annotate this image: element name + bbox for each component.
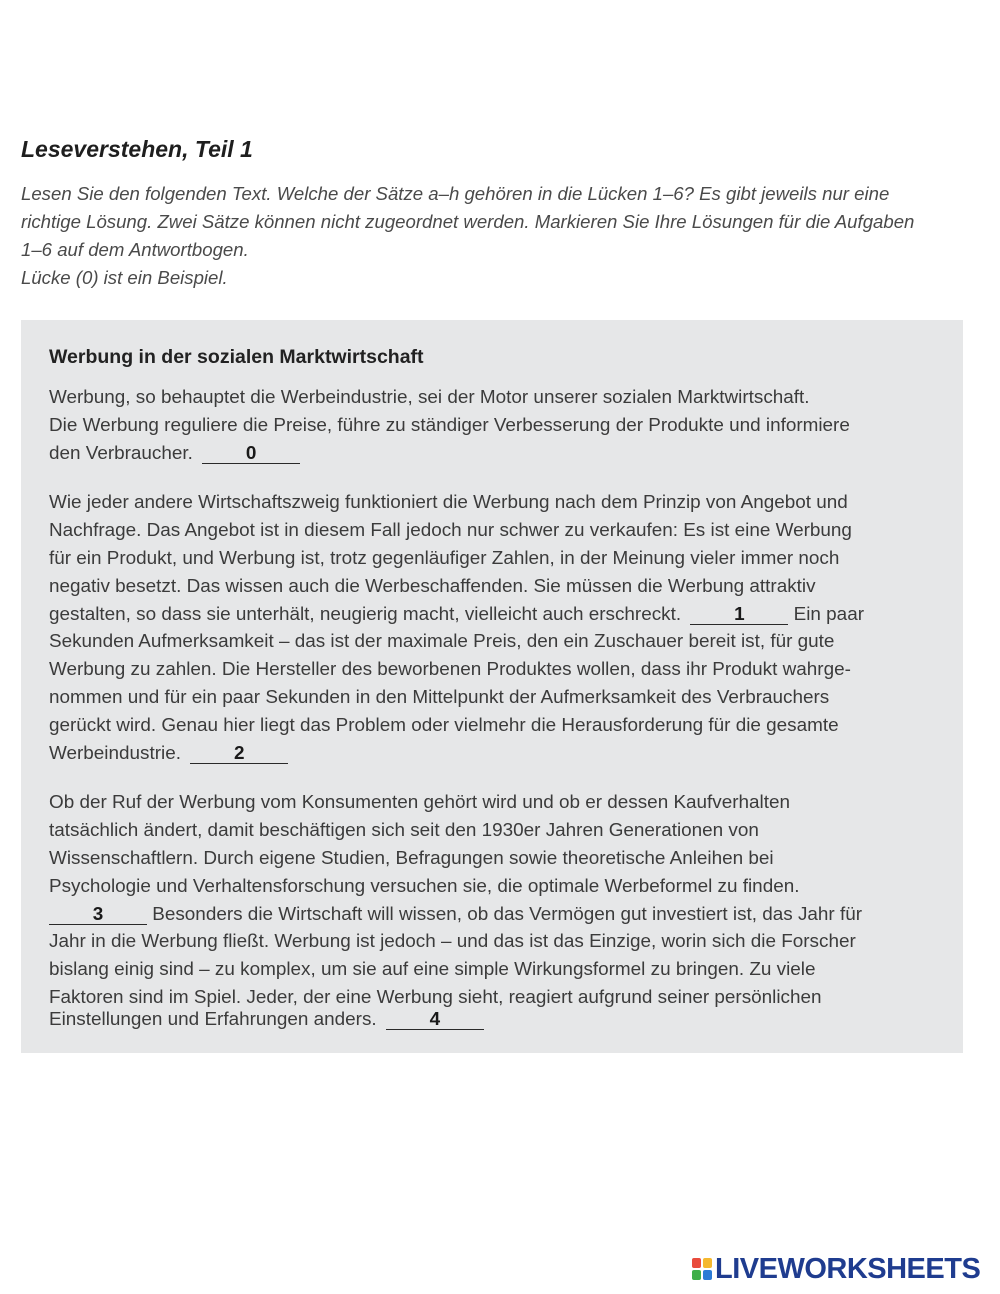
logo-square [692,1270,701,1280]
text-segment: Werbeindustrie. [49,742,181,764]
instruction-line: Lücke (0) ist ein Beispiel. [21,267,228,288]
text-line [49,440,934,468]
text-segment: Einstellungen und Erfahrungen anders. [49,1008,377,1030]
article-panel [21,320,963,1053]
gap-1-blank[interactable]: 1 [690,605,788,625]
text-line: negativ besetzt. Das wissen auch die Werbeschaffenden. Sie müssen die Werbung attraktiv [49,575,816,597]
text-segment: Besonders die Wirtschaft will wissen, ob das Vermögen gut investiert ist, das Jahr für [152,903,863,925]
instruction-line: Lesen Sie den folgenden Text. Welche der Sätze a–h gehören in die Lücken 1–6? Es gibt jeweils nur eine [21,183,890,204]
paragraph-1 [49,384,934,467]
text-line: tatsächlich ändert, damit beschäftigen sich seit den 1930er Jahren Generationen von [49,820,759,842]
gap-4-blank[interactable]: 4 [386,1010,484,1030]
text-line: Psychologie und Verhaltensforschung versuchen sie, die optimale Werbeformel zu finden. [49,875,800,897]
liveworksheets-logo[interactable] [692,1254,980,1284]
logo-square [703,1258,712,1268]
logo-text: LIVEWORKSHEETS [715,1253,981,1285]
gap-0-blank[interactable]: 0 [202,444,300,464]
text-line: Wissenschaftlern. Durch eigene Studien, Befragungen sowie theoretische Anleihen bei [49,847,774,869]
text-line: Wie jeder andere Wirtschaftszweig funktioniert die Werbung nach dem Prinzip von Angebot und [49,492,848,514]
text-line: für ein Produkt, und Werbung ist, trotz gegenläufiger Zahlen, in der Meinung vieler immer noch [49,547,840,569]
text-line: Faktoren sind im Spiel. Jeder, der eine Werbung sieht, reagiert aufgrund seiner persönlichen [49,986,822,1008]
text-line: bislang einig sind – zu komplex, um sie auf eine simple Wirkungsformel zu bringen. Zu viele [49,959,816,981]
text-line: Die Werbung reguliere die Preise, führe zu ständiger Verbesserung der Produkte und informiere [49,414,850,436]
paragraph-2 [49,489,934,767]
text-line: Werbung, so behauptet die Werbeindustrie, sei der Motor unserer sozialen Marktwirtschaft. [49,387,810,408]
article-title: Werbung in der sozialen Marktwirtschaft [49,346,424,368]
text-line: Werbung zu zahlen. Die Hersteller des beworbenen Produktes wollen, dass ihr Produkt wahrge- [49,659,851,681]
text-line: Nachfrage. Das Angebot ist in diesem Fall jedoch nur schwer zu verkaufen: Es ist eine Werbung [49,520,852,542]
text-line: Ob der Ruf der Werbung vom Konsumenten gehört wird und ob er dessen Kaufverhalten [49,792,791,814]
text-line: gerückt wird. Genau hier liegt das Problem oder vielmehr die Herausforderung für die gesamte [49,714,839,736]
text-line [49,740,934,768]
logo-square [703,1270,712,1280]
text-segment: gestalten, so dass sie unterhält, neugierig macht, vielleicht auch erschreckt. [49,603,682,625]
text-line: nommen und für ein paar Sekunden in den Mittelpunkt der Aufmerksamkeit des Verbrauchers [49,686,830,708]
paragraph-3 [49,789,934,1033]
text-segment: den Verbraucher. [49,442,193,464]
text-line [49,901,934,929]
logo-squares-icon [692,1258,712,1280]
logo-square [692,1258,701,1268]
gap-2-blank[interactable]: 2 [190,744,288,764]
text-line: Jahr in die Werbung fließt. Werbung ist jedoch – und das ist das Einzige, worin sich die Forscher [49,931,856,953]
gap-3-blank[interactable]: 3 [49,905,147,925]
section-heading: Leseverstehen, Teil 1 [21,136,253,162]
instruction-line: richtige Lösung. Zwei Sätze können nicht zugeordnet werden. Markieren Sie Ihre Lösungen für die Aufgaben [21,211,915,232]
text-segment: Ein paar [793,603,864,625]
text-line: Sekunden Aufmerksamkeit – das ist der maximale Preis, den ein Zuschauer bereit ist, für gute [49,631,835,653]
text-line [49,601,934,629]
instructions [21,180,976,292]
instruction-line: 1–6 auf dem Antwortbogen. [21,239,249,260]
